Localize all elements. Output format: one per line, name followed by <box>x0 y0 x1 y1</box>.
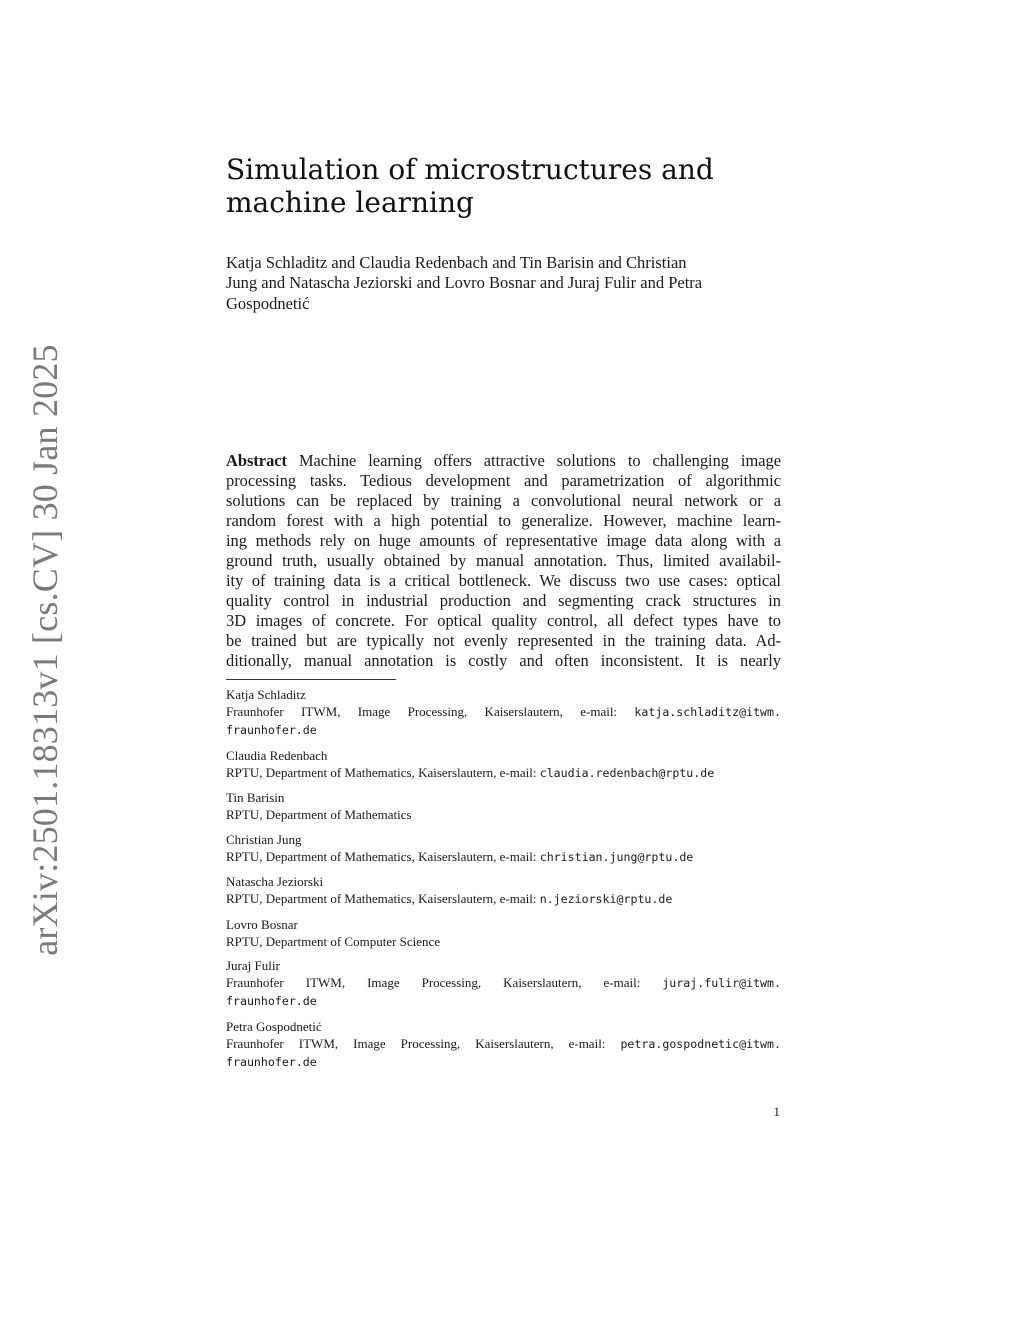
email-link[interactable]: katja.schladitz@itwm. <box>634 705 781 719</box>
affiliation-text: Fraunhofer ITWM, Image Processing, Kaiserslautern, e-mail: <box>226 975 641 990</box>
affiliation-entry <box>226 957 781 1010</box>
affiliation-entry <box>226 1018 781 1071</box>
affiliation-name: Christian Jung <box>226 831 302 847</box>
affiliation-text: Fraunhofer ITWM, Image Processing, Kaiserslautern, e-mail: <box>226 704 618 719</box>
abstract-line: ground truth, usually obtained by manual annotation. Thus, limited availabil- <box>226 551 781 570</box>
affiliation-text: RPTU, Department of Mathematics, Kaiserslautern, e-mail: <box>226 764 537 780</box>
affiliation-name: Natascha Jeziorski <box>226 874 324 889</box>
title-line: machine learning <box>226 186 474 219</box>
paper-title <box>226 153 786 219</box>
abstract-label: Abstract <box>226 451 287 470</box>
page-number: 1 <box>773 1104 780 1119</box>
affiliation-email-continued <box>226 721 781 739</box>
abstract-line: random forest with a high potential to generalize. However, machine learn- <box>226 511 781 530</box>
affiliation-text: RPTU, Department of Computer Science <box>226 933 441 949</box>
author-line: Katja Schladitz and Claudia Redenbach and Tin Barisin and Christian <box>226 253 687 272</box>
abstract <box>226 451 781 671</box>
abstract-line: quality control in industrial production and segmenting crack structures in <box>226 591 781 610</box>
affiliation-name: Juraj Fulir <box>226 958 280 973</box>
affiliation-email-continued <box>226 1053 781 1071</box>
affiliations <box>226 686 781 1078</box>
abstract-line: ity of training data is a critical bottleneck. We discuss two use cases: optical <box>226 571 781 590</box>
affiliation-details <box>226 764 781 782</box>
email-link[interactable]: n.jeziorski@rptu.de <box>539 892 673 906</box>
email-link[interactable]: fraunhofer.de <box>226 1054 317 1069</box>
affiliation-name: Petra Gospodnetić <box>226 1018 322 1034</box>
title-line: Simulation of microstructures and <box>226 153 714 186</box>
abstract-line: solutions can be replaced by training a convolutional neural network or a <box>226 491 781 510</box>
author-line: Jung and Natascha Jeziorski and Lovro Bosnar and Juraj Fulir and Petra <box>226 273 703 293</box>
affiliation-entry <box>226 747 781 782</box>
email-link[interactable]: claudia.redenbach@rptu.de <box>539 765 715 780</box>
abstract-line: ditionally, manual annotation is costly and often inconsistent. It is nearly <box>226 651 781 670</box>
affiliation-email-continued <box>226 992 781 1010</box>
affiliation-text: Fraunhofer ITWM, Image Processing, Kaiserslautern, e-mail: <box>226 1035 606 1051</box>
arxiv-identifier-text: arXiv:2501.18313v1 [cs.CV] 30 Jan 2025 <box>25 344 66 956</box>
affiliation-name: Katja Schladitz <box>226 687 306 702</box>
affiliation-details <box>226 848 781 866</box>
affiliation-name: Lovro Bosnar <box>226 916 298 932</box>
affiliation-entry <box>226 916 781 950</box>
affiliation-entry <box>226 831 781 866</box>
author-line: Gospodnetić <box>226 293 310 313</box>
author-list <box>226 253 786 314</box>
affiliation-details <box>226 1035 781 1053</box>
abstract-line: ing methods rely on huge amounts of representative image data along with a <box>226 531 781 550</box>
abstract-line: 3D images of concrete. For optical quality control, all defect types have to <box>226 611 781 630</box>
affiliation-text: RPTU, Department of Mathematics, Kaiserslautern, e-mail: <box>226 848 537 864</box>
affiliation-details <box>226 890 781 908</box>
email-link[interactable]: fraunhofer.de <box>226 994 317 1008</box>
arxiv-identifier <box>23 344 67 956</box>
affiliation-details <box>226 703 781 721</box>
email-link[interactable]: fraunhofer.de <box>226 723 317 737</box>
affiliation-entry <box>226 686 781 739</box>
affiliation-text: RPTU, Department of Mathematics, Kaiserslautern, e-mail: <box>226 891 537 906</box>
abstract-line: be trained but are typically not evenly represented in the training data. Ad- <box>226 631 781 650</box>
abstract-line <box>226 451 781 471</box>
abstract-line: processing tasks. Tedious development and parametrization of algorithmic <box>226 471 781 490</box>
abstract-text: Machine learning offers attractive solutions to challenging image <box>298 451 781 470</box>
email-link[interactable]: christian.jung@rptu.de <box>539 849 694 864</box>
email-link[interactable]: juraj.fulir@itwm. <box>662 976 781 990</box>
affiliation-entry <box>226 873 781 908</box>
affiliation-entry <box>226 789 781 823</box>
affiliation-name: Claudia Redenbach <box>226 747 328 763</box>
affiliation-name: Tin Barisin <box>226 790 285 805</box>
footnote-divider <box>226 679 396 680</box>
affiliation-text: RPTU, Department of Mathematics <box>226 807 412 822</box>
affiliation-details <box>226 974 781 992</box>
email-link[interactable]: petra.gospodnetic@itwm. <box>620 1036 781 1051</box>
